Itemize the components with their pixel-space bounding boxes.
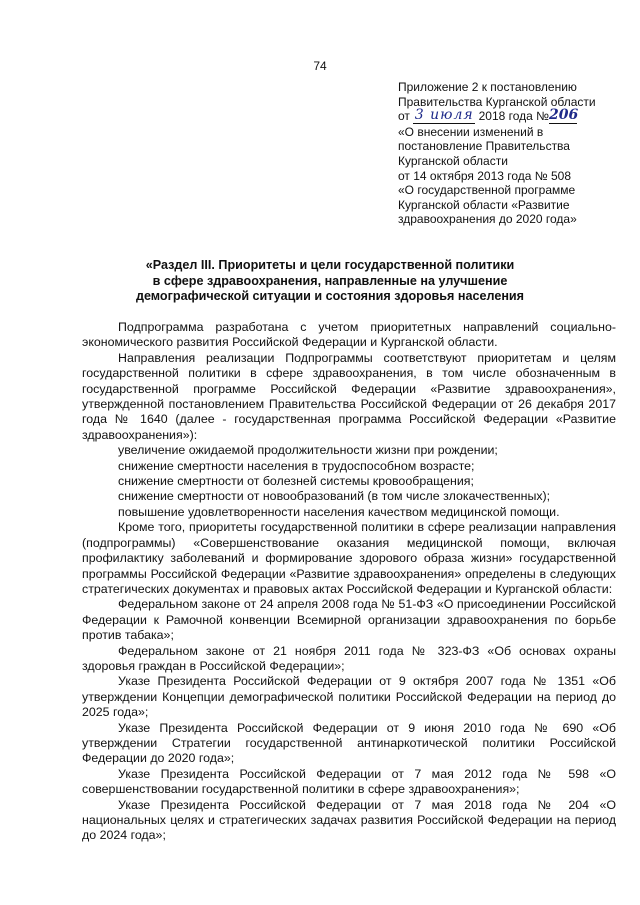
date-prefix: от	[398, 109, 410, 124]
paragraph-decree-204: Указе Президента Российской Федерации от 7 мая 2018 года № 204 «О национальных целях и стратегических задачах развития Российской Федерации на период до 2024 года»;	[82, 797, 616, 843]
appendix-date-line	[398, 109, 630, 125]
handwritten-number: 206	[549, 107, 579, 124]
section-title-line-2: в сфере здравоохранения, направленные на улучшение	[152, 273, 508, 288]
appendix-line-2: Правительства Курганской области	[398, 94, 596, 109]
appendix-line-8: «О государственной программе	[398, 183, 576, 198]
list-item: снижение смертности от новообразований (в том числе злокачественных);	[118, 489, 551, 504]
page-number: 74	[313, 59, 327, 73]
appendix-line-7: от 14 октября 2013 года № 508	[398, 168, 572, 183]
list-item: снижение смертности населения в трудоспособном возрасте;	[118, 458, 475, 473]
paragraph-decree-690: Указе Президента Российской Федерации от 9 июня 2010 года № 690 «Об утверждении Стратегии государственной антинаркотической политики Российской Федерации до 2020 года»;	[82, 720, 616, 766]
paragraph-law-323fz: Федеральном законе от 21 ноября 2011 года № 323-ФЗ «Об основах охраны здоровья граждан в Российской Федерации»;	[82, 643, 616, 673]
appendix-header	[398, 80, 630, 227]
date-year: 2018 года №	[478, 109, 550, 124]
list-item: увеличение ожидаемой продолжительности жизни при рождении;	[118, 443, 498, 458]
paragraph-priorities: Кроме того, приоритеты государственной политики в сфере реализации направления (подпрограммы) «Совершенствование оказания медицинской помощи, включая профилактику заболеваний и формирование здорового образа жизни» государственной программы Российской Федерации «Развитие здравоохранения» определены в следующих стратегических документах и правовых актах Российской Федерации и Курганской области:	[82, 520, 616, 596]
appendix-line-5: постановление Правительства	[398, 139, 570, 154]
paragraph-decree-1351: Указе Президента Российской Федерации от 9 октября 2007 года № 1351 «Об утверждении Концепции демографической политики Российской Федерации на период до 2025 года»;	[82, 674, 616, 720]
appendix-line-4: «О внесении изменений в	[398, 124, 544, 139]
paragraph-directions: Направления реализации Подпрограммы соответствуют приоритетам и целям государственной политики в сфере здравоохранения, в том числе обозначенным в государственной программе Российской Федерации «Развитие здравоохранения», утвержденной постановлением Правительства Российской Федерации от 26 декабря 2017 года № 1640 (далее - государственная программа Российской Федерации «Развитие здравоохранения»):	[82, 350, 616, 442]
paragraph-intro: Подпрограмма разработана с учетом приоритетных направлений социально-экономического развития Российской Федерации и Курганской области.	[82, 320, 616, 350]
section-title-line-3: демографической ситуации и состояния здоровья населения	[135, 289, 525, 304]
appendix-line-1: Приложение 2 к постановлению	[398, 80, 577, 94]
appendix-line-10: здравоохранения до 2020 года»	[398, 212, 577, 227]
appendix-line-6: Курганской области	[398, 153, 508, 168]
paragraph-decree-598: Указе Президента Российской Федерации от 7 мая 2012 года № 598 «О совершенствовании государственной политики в сфере здравоохранения»;	[82, 766, 616, 797]
list-item: повышение удовлетворенности населения качеством медицинской помощи.	[118, 504, 560, 519]
list-item: снижение смертности от болезней системы кровообращения;	[118, 474, 474, 489]
body-text	[82, 320, 616, 844]
paragraph-law-51fz: Федеральном законе от 24 апреля 2008 года № 51-ФЗ «О присоединении Российской Федерации к Рамочной конвенции Всемирной организации здравоохранения по борьбе против табака»;	[82, 597, 616, 643]
appendix-line-9: Курганской области «Развитие	[398, 197, 570, 212]
handwritten-date: 3 июля	[414, 107, 474, 124]
section-title-line-1: «Раздел III. Приоритеты и цели государственной политики	[145, 258, 515, 272]
section-title	[100, 258, 560, 305]
